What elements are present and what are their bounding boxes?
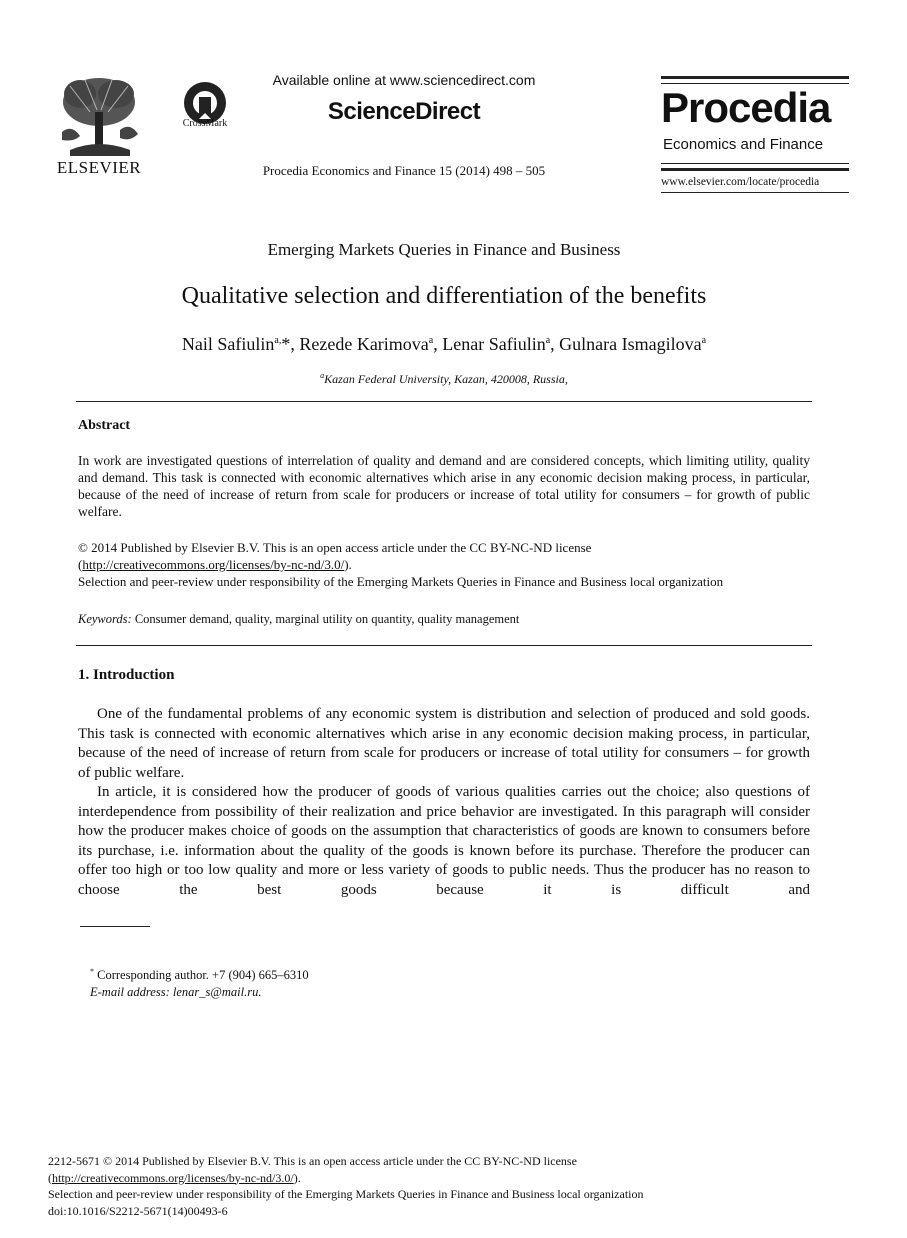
journal-reference: Procedia Economics and Finance 15 (2014) 498 – 505 bbox=[262, 163, 546, 178]
divider bbox=[76, 401, 812, 402]
affiliation-text: Kazan Federal University, Kazan, 420008, Russia, bbox=[324, 372, 568, 386]
journal-title: Procedia bbox=[661, 84, 831, 131]
publisher-name: ELSEVIER bbox=[56, 158, 142, 177]
copyright-block bbox=[78, 539, 810, 590]
sciencedirect-logo-text[interactable]: ScienceDirect bbox=[327, 98, 481, 125]
footnote-mark: * bbox=[90, 967, 94, 976]
corresponding-author-note bbox=[90, 967, 309, 983]
author-affiliation-mark: a bbox=[428, 335, 434, 346]
journal-subtitle: Economics and Finance bbox=[663, 136, 824, 153]
author-name: Rezede Karimova bbox=[299, 334, 429, 354]
crossmark-label: CrossMark bbox=[182, 118, 228, 129]
corresponding-author-mark: * bbox=[281, 334, 291, 354]
paragraph: In article, it is considered how the producer of goods of various qualities carries out the choice; also questions of interdependence from possibility of their realization and price behavior are investigated. In this paragraph will consider how the producer makes choice of goods on the assumption that characteristics of goods are known to consumers before its purchase, i.e. information about the quality of the goods is known before its purchase. Therefore the producer can offer too high or too low quality and more or less variety of goods to public needs. Thus the producer has no reason to choose the best goods because it is difficult and bbox=[78, 784, 810, 898]
peer-review-line: Selection and peer-review under responsibility of the Emerging Markets Queries in Finance and Business local organization bbox=[78, 574, 724, 589]
paragraph: One of the fundamental problems of any economic system is distribution and selection of produced and sold goods. This task is connected with economic alternatives which arise in any economic decision making process, in particular, because of the need of increase of return from scale for producers or increase of total utility for consumers – for growth of public welfare. bbox=[78, 706, 810, 781]
journal-rule bbox=[661, 192, 849, 193]
affiliation-superscript: a bbox=[320, 371, 325, 380]
author-affiliation-mark: a, bbox=[274, 335, 282, 346]
keywords bbox=[78, 612, 810, 627]
journal-rule bbox=[661, 76, 849, 79]
keywords-label: Keywords: bbox=[78, 612, 132, 626]
author-affiliation-mark: a bbox=[701, 335, 707, 346]
available-online-text: Available online at www.sciencedirect.com bbox=[272, 72, 536, 88]
corresponding-text: Corresponding author. +7 (904) 665–6310 bbox=[94, 968, 309, 983]
doi[interactable]: doi:10.1016/S2212-5671(14)00493-6 bbox=[48, 1203, 228, 1218]
section-body bbox=[78, 705, 810, 900]
journal-url-link[interactable]: www.elsevier.com/locate/procedia bbox=[661, 176, 820, 188]
paper-title: Qualitative selection and differentiation of the benefits bbox=[181, 283, 707, 309]
page-footer bbox=[48, 1153, 848, 1219]
footer-license-line: (http://creativecommons.org/licenses/by-nc-nd/3.0/). bbox=[48, 1170, 301, 1185]
divider bbox=[76, 645, 812, 646]
issn-line: 2212-5671 © 2014 Published by Elsevier B.V. This is an open access article under the CC BY-NC-ND license bbox=[48, 1154, 577, 1168]
footnote-rule bbox=[80, 926, 150, 927]
abstract-heading: Abstract bbox=[78, 418, 131, 433]
keywords-text: Consumer demand, quality, marginal utility on quantity, quality management bbox=[131, 612, 520, 626]
author-name: Nail Safiulin bbox=[181, 334, 275, 354]
journal-rule bbox=[661, 163, 849, 164]
footer-license-link[interactable]: http://creativecommons.org/licenses/by-nc-nd/3.0/ bbox=[52, 1170, 294, 1185]
journal-rule bbox=[661, 168, 849, 171]
abstract-body: In work are investigated questions of interrelation of quality and demand and are considered concepts, which limiting utility, quality and demand. This task is connected with economic alternatives which arise in any economic decision making process, in particular, because of the need of increase of return from scale for producers or increase of total utility for consumers – for growth of public welfare. bbox=[78, 453, 810, 519]
author-affiliation-mark: a bbox=[545, 335, 551, 346]
footer-peer-review: Selection and peer-review under responsibility of the Emerging Markets Queries in Finance and Business local organization bbox=[48, 1187, 644, 1201]
license-link[interactable]: http://creativecommons.org/licenses/by-nc-nd/3.0/ bbox=[82, 557, 345, 572]
copyright-line: © 2014 Published by Elsevier B.V. This is an open access article under the CC BY-NC-ND license bbox=[78, 540, 592, 555]
affiliation bbox=[78, 371, 810, 387]
author-list: Nail Safiulin$^{a,}$*, Rezede Karimova$^a$, Lenar Safiulin$^a$, Gulnara Ismagilova$^a$ bbox=[181, 334, 707, 354]
license-line: (http://creativecommons.org/licenses/by-nc-nd/3.0/). bbox=[78, 557, 352, 572]
section-heading: 1. Introduction bbox=[78, 667, 175, 683]
author-name: Lenar Safiulin bbox=[442, 334, 546, 354]
conference-name: Emerging Markets Queries in Finance and Business bbox=[267, 240, 621, 259]
email-note[interactable]: E-mail address: lenar_s@mail.ru. bbox=[90, 985, 262, 999]
author-name: Gulnara Ismagilova bbox=[559, 334, 702, 354]
